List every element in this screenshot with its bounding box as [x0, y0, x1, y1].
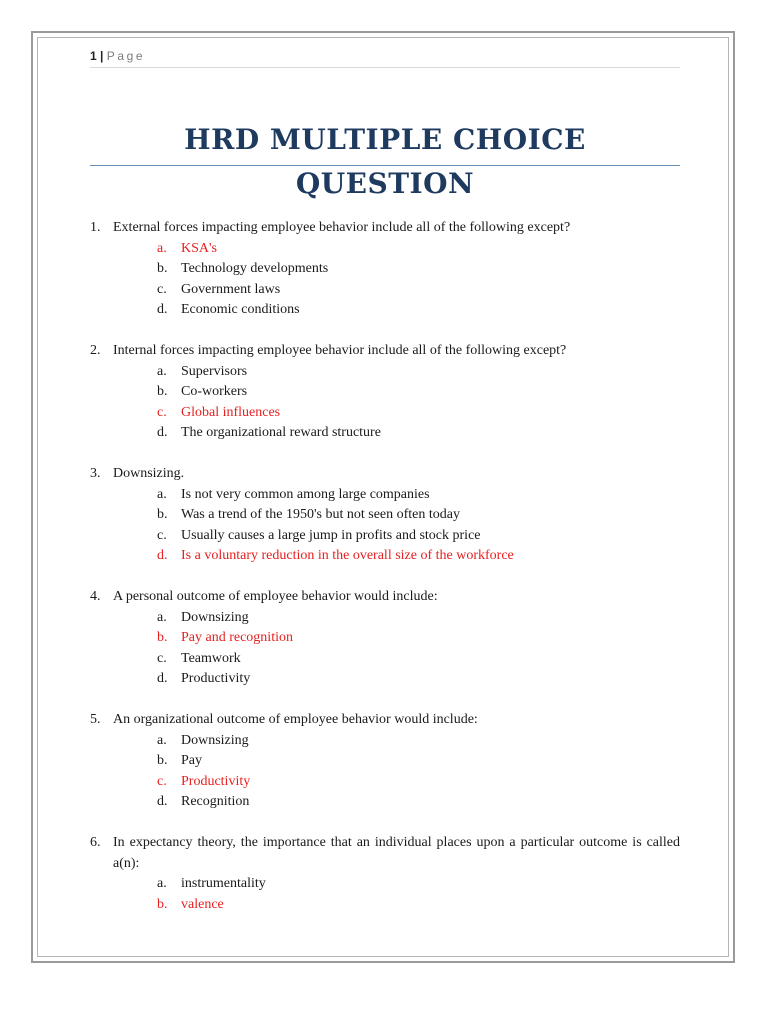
answer-option — [90, 259, 680, 280]
answer-option — [90, 608, 680, 629]
document-title: HRD MULTIPLE CHOICE QUESTION — [184, 123, 586, 200]
title-underline — [90, 165, 680, 166]
question-item — [90, 218, 680, 321]
question-item — [90, 710, 680, 813]
question-number: 6. — [90, 835, 101, 850]
option-letter: d. — [157, 671, 168, 686]
option-list — [90, 485, 680, 567]
answer-option — [90, 526, 680, 547]
question-list — [90, 218, 680, 936]
question-item — [90, 833, 680, 915]
option-letter: a. — [157, 876, 167, 891]
option-letter: b. — [157, 896, 168, 912]
question-text: A personal outcome of employee behavior would include: — [113, 589, 438, 604]
option-text: Economic conditions — [181, 302, 300, 317]
answer-option — [90, 895, 680, 916]
option-text: instrumentality — [181, 876, 266, 891]
answer-option — [90, 280, 680, 301]
option-text: Co-workers — [181, 384, 248, 399]
option-letter: c. — [157, 773, 167, 789]
option-letter: a. — [157, 363, 167, 379]
option-text: Usually causes a large jump in profits and stock price — [181, 527, 481, 543]
option-text: Global influences — [181, 404, 281, 420]
option-text: Supervisors — [181, 363, 248, 379]
answer-option — [90, 649, 680, 670]
option-text: Productivity — [181, 671, 251, 686]
question-number: 3. — [90, 466, 101, 481]
option-letter: c. — [157, 650, 167, 666]
page-header — [90, 47, 680, 68]
option-text: Technology developments — [181, 261, 329, 276]
option-text: The organizational reward structure — [181, 425, 381, 440]
answer-option — [90, 239, 680, 260]
option-text: Teamwork — [181, 650, 241, 666]
question-number: 1. — [90, 220, 101, 235]
option-text: Government laws — [181, 281, 281, 297]
option-letter: a. — [157, 486, 167, 502]
option-letter: c. — [157, 281, 167, 297]
option-letter: b. — [157, 753, 168, 768]
option-letter: a. — [157, 240, 167, 256]
answer-option — [90, 731, 680, 752]
option-text: Is a voluntary reduction in the overall size of the workforce — [181, 548, 514, 563]
option-text: valence — [181, 896, 224, 912]
option-list — [90, 731, 680, 813]
question-item — [90, 464, 680, 567]
option-letter: c. — [157, 527, 167, 543]
page-word: Page — [106, 49, 146, 63]
page-separator: | — [100, 49, 104, 63]
option-letter: b. — [157, 384, 168, 399]
question-text: External forces impacting employee behavior include all of the following except? — [113, 220, 571, 235]
option-text: Downsizing — [181, 732, 249, 748]
answer-option — [90, 382, 680, 403]
option-letter: b. — [157, 630, 168, 645]
answer-option — [90, 403, 680, 424]
answer-option — [90, 505, 680, 526]
option-letter: d. — [157, 794, 168, 809]
question-text: In expectancy theory, the importance that an individual places upon a particular outcome is called a(n): — [113, 835, 680, 871]
option-list — [90, 239, 680, 321]
question-text: Downsizing. — [113, 466, 185, 481]
question-item — [90, 587, 680, 690]
answer-option — [90, 772, 680, 793]
answer-option — [90, 751, 680, 772]
question-text: Internal forces impacting employee behavior include all of the following except? — [113, 343, 567, 358]
answer-option — [90, 362, 680, 383]
answer-option — [90, 669, 680, 690]
answer-option — [90, 300, 680, 321]
option-text: Pay and recognition — [181, 630, 293, 645]
question-number: 5. — [90, 712, 101, 727]
option-letter: a. — [157, 732, 167, 748]
question-text: An organizational outcome of employee behavior would include: — [113, 712, 478, 727]
question-number: 4. — [90, 589, 101, 604]
page-number: 1 — [90, 49, 97, 63]
option-list — [90, 608, 680, 690]
answer-option — [90, 874, 680, 895]
option-letter: d. — [157, 425, 168, 440]
option-text: KSA's — [181, 240, 217, 256]
option-text: Downsizing — [181, 609, 249, 625]
option-list — [90, 874, 680, 915]
option-letter: a. — [157, 609, 167, 625]
option-text: Productivity — [181, 773, 251, 789]
question-number: 2. — [90, 343, 101, 358]
answer-option — [90, 628, 680, 649]
answer-option — [90, 546, 680, 567]
answer-option — [90, 423, 680, 444]
option-list — [90, 362, 680, 444]
option-text: Is not very common among large companies — [181, 486, 430, 502]
option-letter: b. — [157, 261, 168, 276]
answer-option — [90, 485, 680, 506]
answer-option — [90, 792, 680, 813]
option-text: Was a trend of the 1950's but not seen often today — [181, 507, 460, 522]
question-item — [90, 341, 680, 444]
option-letter: c. — [157, 404, 167, 420]
option-text: Recognition — [181, 794, 250, 809]
option-letter: d. — [157, 548, 168, 563]
option-letter: b. — [157, 507, 168, 522]
option-letter: d. — [157, 302, 168, 317]
option-text: Pay — [181, 753, 202, 768]
